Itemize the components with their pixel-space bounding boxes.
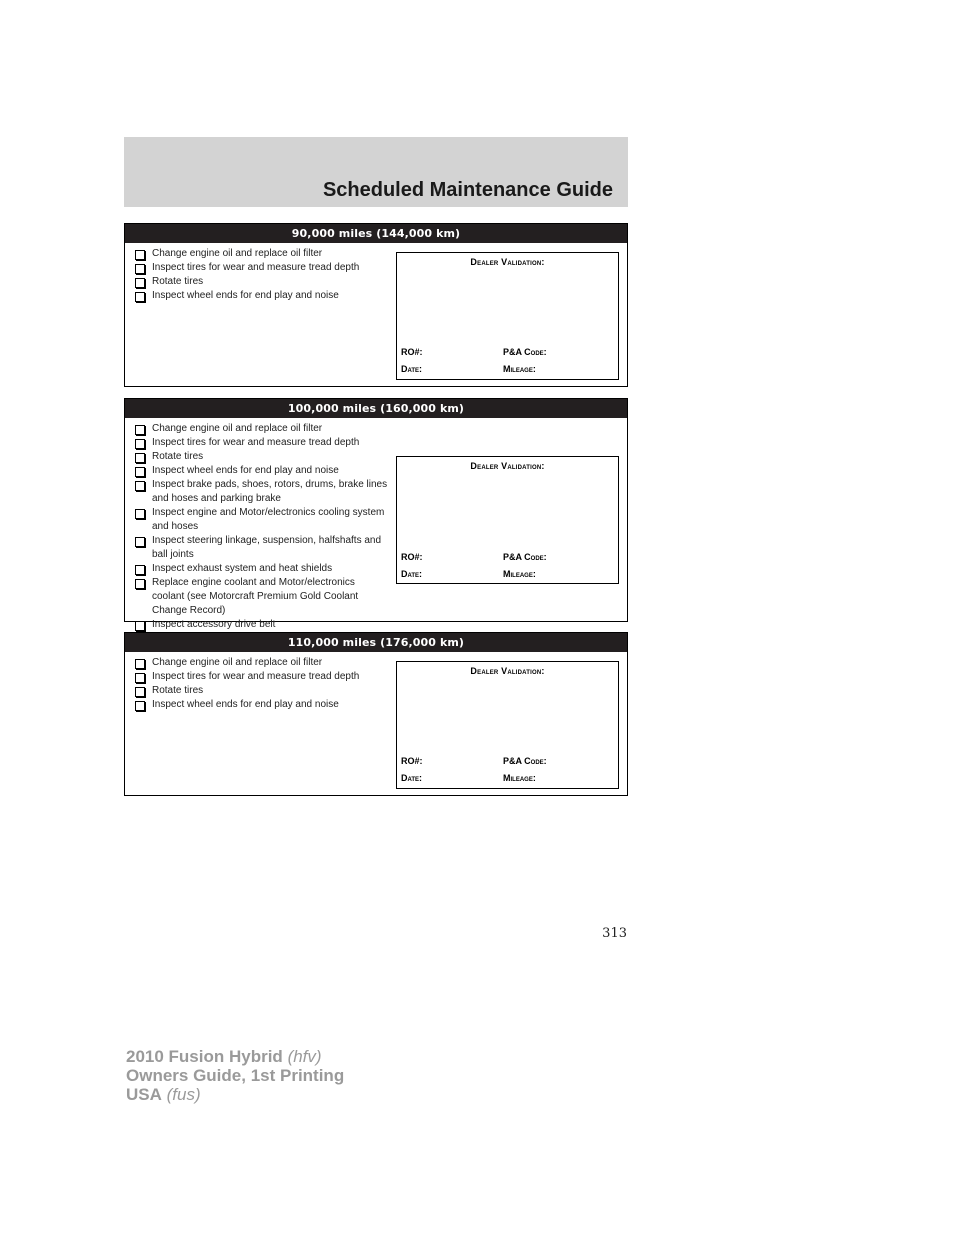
document-footer bbox=[126, 1047, 344, 1104]
task-label: Inspect tires for wear and measure tread depth bbox=[152, 671, 360, 682]
task-item bbox=[134, 422, 389, 436]
task-label: Change engine oil and replace oil filter bbox=[152, 423, 323, 434]
ro-number-label: RO#: bbox=[401, 347, 423, 357]
task-label: Inspect wheel ends for end play and noise bbox=[152, 465, 339, 476]
section-heading: 90,000 miles (144,000 km) bbox=[125, 224, 627, 243]
footer-line-3 bbox=[126, 1085, 344, 1104]
task-item bbox=[134, 534, 389, 562]
footer-market-code: (fus) bbox=[166, 1085, 201, 1104]
mileage-label: Mileage: bbox=[503, 773, 536, 783]
task-item bbox=[134, 576, 389, 618]
task-label: Rotate tires bbox=[152, 276, 204, 287]
footer-model: 2010 Fusion Hybrid bbox=[126, 1047, 283, 1066]
footer-model-code: (hfv) bbox=[287, 1047, 322, 1066]
pa-code-label: P&A Code: bbox=[503, 347, 547, 357]
task-item bbox=[134, 698, 389, 712]
checkbox[interactable] bbox=[135, 687, 145, 697]
task-item bbox=[134, 670, 389, 684]
checkbox[interactable] bbox=[135, 453, 145, 463]
section-heading: 110,000 miles (176,000 km) bbox=[125, 633, 627, 652]
task-item bbox=[134, 684, 389, 698]
footer-guide: Owners Guide, 1st Printing bbox=[126, 1066, 345, 1085]
task-label: Inspect wheel ends for end play and noise bbox=[152, 699, 339, 710]
checkbox[interactable] bbox=[135, 509, 145, 519]
task-label: Inspect accessory drive belt bbox=[152, 619, 276, 630]
page-number: 313 bbox=[602, 926, 627, 941]
task-item bbox=[134, 478, 389, 506]
task-label: Inspect tires for wear and measure tread depth bbox=[152, 437, 360, 448]
date-label: Date: bbox=[401, 569, 423, 579]
task-item bbox=[134, 275, 389, 289]
task-label: Inspect engine and Motor/electronics cooling system and hoses bbox=[152, 507, 385, 532]
checkbox[interactable] bbox=[135, 278, 145, 288]
task-list bbox=[134, 656, 389, 712]
checkbox[interactable] bbox=[135, 425, 145, 435]
footer-line-2 bbox=[126, 1066, 344, 1085]
ro-number-label: RO#: bbox=[401, 756, 423, 766]
date-label: Date: bbox=[401, 773, 423, 783]
dealer-validation-title: Dealer Validation: bbox=[470, 461, 545, 471]
ro-number-label: RO#: bbox=[401, 552, 423, 562]
dealer-validation-title: Dealer Validation: bbox=[470, 666, 545, 676]
checkbox[interactable] bbox=[135, 565, 145, 575]
dealer-validation-box bbox=[396, 661, 619, 789]
section-heading: 100,000 miles (160,000 km) bbox=[125, 399, 627, 418]
checkbox[interactable] bbox=[135, 579, 145, 589]
checkbox[interactable] bbox=[135, 467, 145, 477]
task-item bbox=[134, 464, 389, 478]
checkbox[interactable] bbox=[135, 537, 145, 547]
date-label: Date: bbox=[401, 364, 423, 374]
checkbox[interactable] bbox=[135, 481, 145, 491]
task-label: Rotate tires bbox=[152, 451, 204, 462]
task-item bbox=[134, 261, 389, 275]
footer-line-1 bbox=[126, 1047, 344, 1066]
header-band bbox=[124, 137, 628, 207]
task-list bbox=[134, 422, 389, 646]
task-label: Inspect exhaust system and heat shields bbox=[152, 563, 333, 574]
footer-market: USA bbox=[126, 1085, 162, 1104]
task-item bbox=[134, 247, 389, 261]
checkbox[interactable] bbox=[135, 621, 145, 631]
maintenance-section-90000 bbox=[124, 223, 628, 387]
dealer-validation-title: Dealer Validation: bbox=[470, 257, 545, 267]
checkbox[interactable] bbox=[135, 250, 145, 260]
task-label: Inspect wheel ends for end play and noise bbox=[152, 290, 339, 301]
task-label: Replace engine coolant and Motor/electronics coolant (see Motorcraft Premium Gold Coolant Change Record) bbox=[152, 577, 359, 616]
task-item bbox=[134, 562, 389, 576]
maintenance-section-110000 bbox=[124, 632, 628, 796]
checkbox[interactable] bbox=[135, 292, 145, 302]
checkbox[interactable] bbox=[135, 673, 145, 683]
task-label: Inspect steering linkage, suspension, halfshafts and ball joints bbox=[152, 535, 382, 560]
task-item bbox=[134, 436, 389, 450]
dealer-validation-box bbox=[396, 252, 619, 380]
checkbox[interactable] bbox=[135, 701, 145, 711]
checkbox[interactable] bbox=[135, 264, 145, 274]
dealer-validation-box bbox=[396, 456, 619, 584]
pa-code-label: P&A Code: bbox=[503, 756, 547, 766]
mileage-label: Mileage: bbox=[503, 364, 536, 374]
pa-code-label: P&A Code: bbox=[503, 552, 547, 562]
checkbox[interactable] bbox=[135, 659, 145, 669]
task-label: Inspect tires for wear and measure tread depth bbox=[152, 262, 360, 273]
maintenance-section-100000 bbox=[124, 398, 628, 630]
mileage-label: Mileage: bbox=[503, 569, 536, 579]
task-item bbox=[134, 656, 389, 670]
task-item bbox=[134, 289, 389, 303]
checkbox[interactable] bbox=[135, 439, 145, 449]
task-label: Change engine oil and replace oil filter bbox=[152, 248, 323, 259]
task-label: Rotate tires bbox=[152, 685, 204, 696]
task-item bbox=[134, 506, 389, 534]
page-title: Scheduled Maintenance Guide bbox=[322, 179, 613, 201]
task-list bbox=[134, 247, 389, 303]
task-item bbox=[134, 450, 389, 464]
task-label: Change engine oil and replace oil filter bbox=[152, 657, 323, 668]
task-item bbox=[134, 618, 389, 632]
task-label: Inspect brake pads, shoes, rotors, drums, brake lines and hoses and parking brake bbox=[152, 479, 388, 504]
